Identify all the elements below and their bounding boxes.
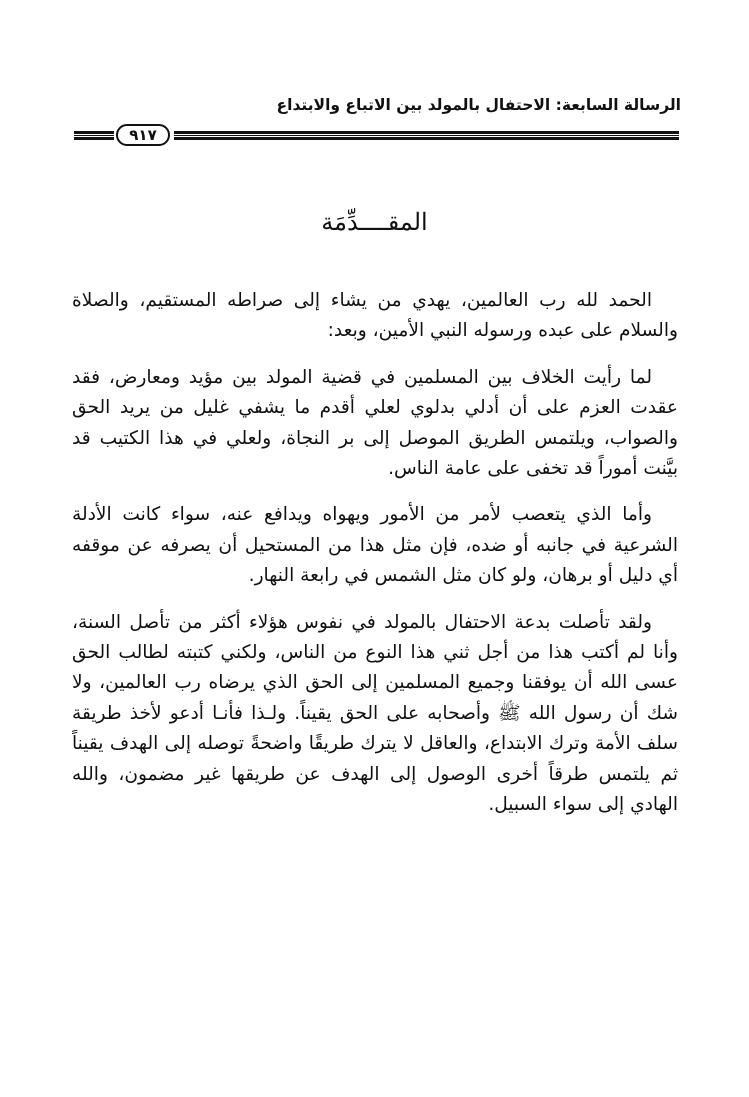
paragraph: الحمد لله رب العالمين، يهدي من يشاء إلى صراطه المستقيم، والصلاة والسلام على عبده ورسوله النبي الأمين، وبعد: xyxy=(72,290,678,342)
paragraph: وأما الذي يتعصب لأمر من الأمور ويهواه ويدافع عنه، سواء كانت الأدلة الشرعية في جانبه أو ضده، فإن مثل هذا من المستحيل أن يصرفه عن موقفه أي دليل أو برهان، ولو كان مثل الشمس في رابعة النهار. xyxy=(72,504,678,587)
paragraph: ولقد تأصلت بدعة الاحتفال بالمولد في نفوس هؤلاء أكثر من تأصل السنة، وأنا لم أكتب هذا من أجل ثني هذا النوع من الناس، ولكني كتبته لطالب الحق عسى الله أن يوفقنا وجميع المسلمين إلى الحق الذي يرضاه رب العالمين، ولا شك أن رسول الله ﷺ وأصحابه على الحق يقيناً. ولـذا فأنـا أدعو لأخذ طريقة سلف الأمة وترك الابتداع، والعاقل لا يترك طريقًا واضحةً توصله إلى الهدف يقيناً ثم يلتمس طرقاً أخرى الوصول إلى الهدف عن طريقها غير مضمون، والله الهادي إلى سواء السبيل. xyxy=(72,611,678,816)
running-header-title: الرسالة السابعة: الاحتفال بالمولد بين الاتباع والابتداع xyxy=(276,96,681,114)
section-title: المقــــدِّمَة xyxy=(321,208,428,236)
header-rule-right xyxy=(174,131,679,140)
page-number: ٩١٧ xyxy=(116,124,170,146)
body-text xyxy=(72,286,678,837)
paragraph: لما رأيت الخلاف بين المسلمين في قضية المولد بين مؤيد ومعارض، فقد عقدت العزم على أن أدلي بدلوي لعلي أقدم ما يشفي غليل من يريد الحق والصواب، ويلتمس الطريق الموصل إلى بر النجاة، ولعلي في هذا الكتيب قد بيَّنت أموراً قد تخفى على عامة الناس. xyxy=(72,366,678,480)
header-rule-left xyxy=(74,131,114,140)
header-rule xyxy=(74,124,679,148)
